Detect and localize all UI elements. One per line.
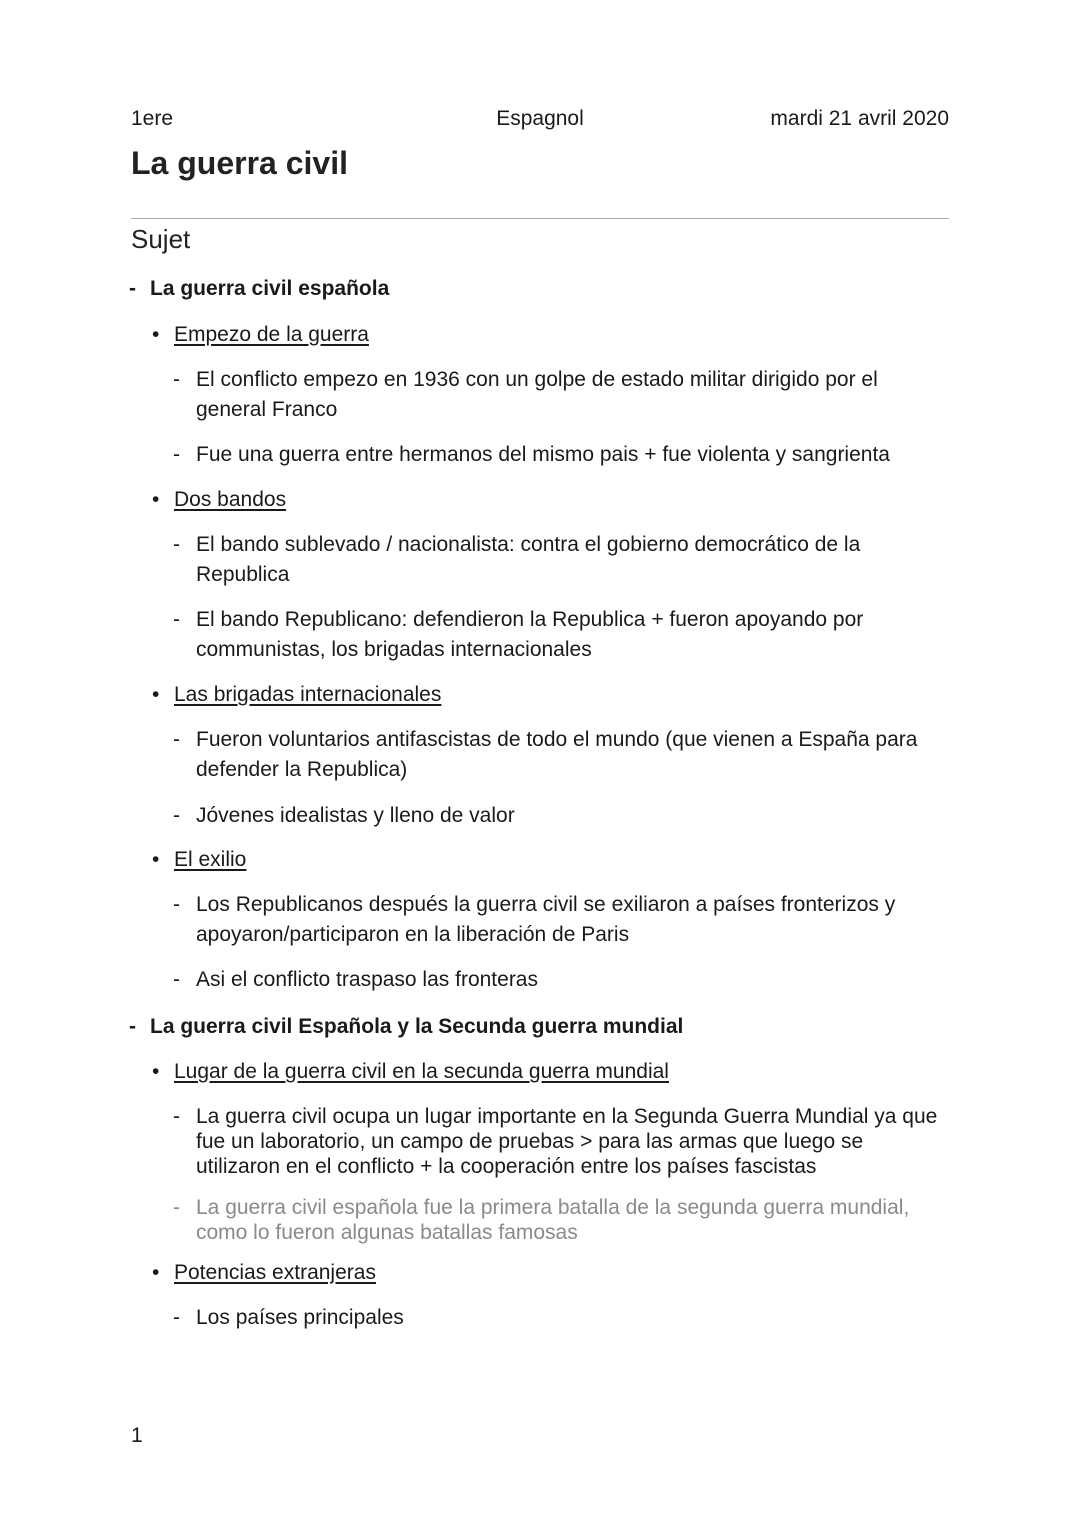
bullet-point-text: Fue una guerra entre hermanos del mismo pais + fue violenta y sangrienta: [196, 443, 890, 466]
bullet-point-text: Fueron voluntarios antifascistas de todo el mundo (que vienen a España para defender la Republica): [196, 728, 918, 781]
bullet-marker: •: [152, 1060, 160, 1083]
bullet-point-text: Los Republicanos después la guerra civil se exiliaron a países fronterizos y apoyaron/participaron en la liberación de Paris: [196, 893, 896, 946]
bullet-point: [173, 801, 953, 831]
dash-marker: -: [173, 1196, 180, 1219]
section-heading-text: La guerra civil Española y la Secunda guerra mundial: [150, 1015, 684, 1038]
page-header: [131, 107, 949, 137]
bullet-marker: •: [152, 848, 160, 871]
document-page: [131, 0, 949, 1527]
bullet-point-text: El bando Republicano: defendieron la Republica + fueron apoyando por communistas, los brigadas internacionales: [196, 608, 864, 661]
topic-heading-text: Las brigadas internacionales: [174, 683, 442, 706]
bullet-point-text: El bando sublevado / nacionalista: contra el gobierno democrático de la Republica: [196, 533, 861, 586]
bullet-point-text: La guerra civil española fue la primera batalla de la segunda guerra mundial, como lo fueron algunas batallas famosas: [196, 1196, 910, 1244]
dash-marker: -: [173, 728, 180, 751]
topic-heading-text: Empezo de la guerra: [174, 323, 369, 346]
bullet-point: [173, 440, 953, 470]
bullet-point: [173, 725, 953, 785]
section-label: Sujet: [131, 224, 191, 254]
bullet-point-text: Los países principales: [196, 1306, 404, 1329]
topic-heading-text: Lugar de la guerra civil en la secunda guerra mundial: [174, 1060, 669, 1083]
title-divider: [131, 218, 949, 219]
dash-marker: -: [173, 608, 180, 631]
dash-marker: -: [173, 368, 180, 391]
page-number: 1: [131, 1424, 143, 1447]
bullet-marker: •: [152, 488, 160, 511]
dash-marker: -: [129, 1015, 136, 1038]
header-date: mardi 21 avril 2020: [770, 107, 949, 130]
header-level: 1ere: [131, 107, 174, 130]
bullet-point: [173, 965, 953, 995]
bullet-point: [173, 890, 953, 950]
bullet-point-text: Asi el conflicto traspaso las fronteras: [196, 968, 538, 991]
section-heading-text: La guerra civil española: [150, 277, 390, 300]
topic-heading-text: El exilio: [174, 848, 247, 871]
dash-marker: -: [173, 1306, 180, 1329]
header-subject: Espagnol: [496, 107, 584, 130]
document-title: La guerra civil: [131, 145, 348, 181]
bullet-point: [173, 1195, 953, 1245]
bullet-point: [173, 365, 953, 425]
dash-marker: -: [173, 968, 180, 991]
dash-marker: -: [173, 893, 180, 916]
bullet-point: [173, 1104, 953, 1179]
dash-marker: -: [173, 533, 180, 556]
bullet-point: [173, 1303, 953, 1333]
topic-heading-text: Potencias extranjeras: [174, 1261, 376, 1284]
dash-marker: -: [173, 443, 180, 466]
bullet-marker: •: [152, 1261, 160, 1284]
bullet-marker: •: [152, 683, 160, 706]
bullet-point: [173, 530, 953, 590]
bullet-point: [173, 605, 953, 665]
bullet-point-text: Jóvenes idealistas y lleno de valor: [196, 804, 515, 827]
dash-marker: -: [173, 804, 180, 827]
bullet-marker: •: [152, 323, 160, 346]
dash-marker: -: [173, 1105, 180, 1128]
bullet-point-text: La guerra civil ocupa un lugar importante en la Segunda Guerra Mundial ya que fue un laboratorio, un campo de pruebas > para las armas que luego se utilizaron en el conflicto + la cooperación entre los países fascistas: [196, 1105, 938, 1178]
bullet-point-text: El conflicto empezo en 1936 con un golpe de estado militar dirigido por el general Franco: [196, 368, 878, 421]
dash-marker: -: [129, 277, 136, 300]
topic-heading-text: Dos bandos: [174, 488, 287, 511]
